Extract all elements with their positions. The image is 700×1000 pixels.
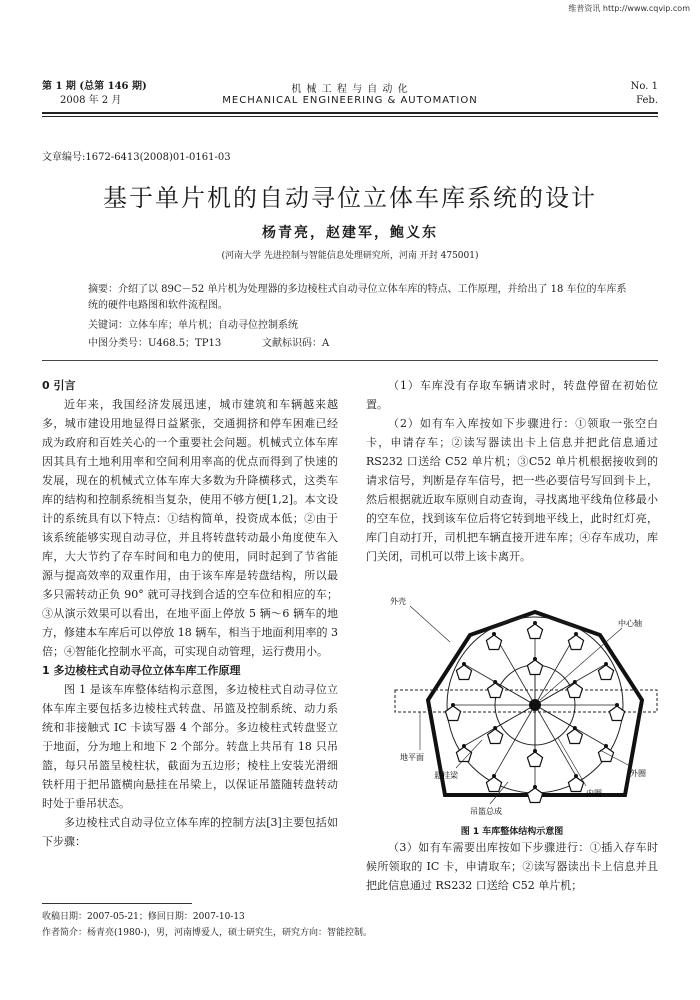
basket-pivot: [493, 726, 497, 730]
basket-pivot: [604, 662, 608, 666]
basket-pivot: [573, 726, 577, 730]
received-date: 收稿日期：2007-05-21；修回日期：2007-10-13: [42, 912, 245, 922]
date-cn: 2008 年 2 月: [60, 95, 122, 106]
basket: [527, 788, 542, 803]
step-2-paragraph: （2）如有车入库按如下步骤进行：①领取一张空白卡，申请存车；②读写器读出卡上信息并把此信息通过 RS232 口送给 C52 单片机；③C52 单片机根据接收到的请求信号，判断是存车信号，把一些必要信号写回到卡上，然后根据就近取车原则自动查询，寻找离地平线角位移最小的空车位，找到该车位后将它转到地平线上，此时红灯亮，库门自动打开，司机把车辆直接开进车库；④存车成功，库门关闭，司机可以带上该卡离开。: [366, 417, 658, 563]
paper-title: 基于单片机的自动寻位立体车库系统的设计: [103, 184, 597, 212]
intro-paragraph: 近年来，我国经济发展迅速，城市建筑和车辆越来越多，城市建设用地显得日益紧张，交通拥挤和停车困难已经成为政府和百姓关心的一个重要社会问题。机械式立体车库因其具有土地利用率和空间利用率高的优点而得到了快速的发展，现在的机械式立体车库大多数为升降横移式，这类车库的结构和控制系统相当复杂，使用不够方便[1,2]。本文设计的系统具有以下特点：①结构简单，投资成本低；②由于该系统能够实现自动寻位，并且将转盘转动最小角度使车入库，大大节约了存车时间和电力的使用，同时起到了节省能源与提高效率的双重作用，由于该车库是转盘结构，所以最多只需转动正负 90° 就可寻找到合适的空车位和相应的车；③从演示效果可以看出，在地平面上停放 5 辆～6 辆车的地方，修建本车库后可以停放 18 辆车，相当于地面利用率的 3 倍；④智能化控制水平高，可实现自动管理，运行费用小。: [42, 398, 338, 658]
document-code: 文献标识码：A: [262, 338, 330, 349]
basket-pivot: [462, 662, 466, 666]
basket-pivot: [604, 744, 608, 748]
label-ground: 地平面: [400, 753, 424, 762]
figure-garage-structure: [390, 590, 660, 820]
author-bio: 作者简介：杨青亮(1980-)，男，河南博爱人，硕士研究生，研究方向：智能控制。: [42, 928, 372, 938]
basket-pivot: [492, 632, 496, 636]
basket-pivot: [533, 657, 537, 661]
right-column-bottom: [366, 838, 658, 895]
basket: [486, 635, 501, 650]
classification: 中图分类号：U468.5；TP13: [88, 338, 222, 349]
basket: [568, 635, 583, 650]
journal-en: MECHANICAL ENGINEERING & AUTOMATION: [222, 95, 478, 106]
header-rule: [42, 112, 658, 114]
leader-outer-shell: [410, 606, 450, 642]
label-center-axis: 中心轴: [618, 619, 642, 628]
right-column-top: [366, 376, 658, 566]
label-outer-shell: 外壳: [390, 597, 406, 606]
basket: [527, 660, 542, 675]
watermark: 维普资讯 http://www.cqvip.com: [568, 4, 690, 13]
header-rule-thin: [42, 116, 658, 117]
issue-info-en: [631, 80, 658, 108]
article-number: 文章编号:1672-6413(2008)01-0161-03: [42, 152, 231, 163]
authors: 杨青亮，赵建军，鲍义东: [262, 225, 438, 241]
basket: [568, 777, 583, 792]
affiliation: (河南大学 先进控制与智能信息处理研究所，河南 开封 475001): [221, 251, 479, 261]
issue-en: No. 1: [630, 81, 658, 92]
issue-cn: 第 1 期 (总第 146 期): [42, 81, 147, 92]
basket-pivot: [615, 703, 619, 707]
keywords: 关键词：立体车库；单片机；自动寻位控制系统: [88, 320, 298, 331]
label-outer-ring: 外圈: [630, 769, 646, 778]
basket-pivot: [533, 749, 537, 753]
basket-pivot: [451, 703, 455, 707]
basket-pivot: [493, 680, 497, 684]
basket: [527, 752, 542, 767]
step-1-paragraph: （1）车库没有存取车辆请求时，转盘停留在初始位置。: [366, 379, 658, 411]
figure-caption: 图 1 车库整体结构示意图: [460, 827, 564, 837]
center-axis: [529, 699, 541, 711]
footnote-rule: [42, 903, 192, 904]
principle-paragraph: 图 1 是该车库整体结构示意图，多边棱柱式自动寻位立体车库主要包括多边棱柱式转盘、吊篮及控制系统、动力系统和非接触式 IC 卡读写器 4 个部分。多边棱柱式转盘竖立于地面，分为地上和地下 2 个部分。转盘上共吊有 18 只吊篮，每只吊篮呈棱柱状，截面为五边形；棱柱上安装光滑细铁杆用于把吊篮横向悬挂在吊梁上，以保证吊篮随转盘转动时处于垂吊状态。: [42, 683, 338, 810]
abstract-rule: [42, 360, 658, 361]
basket-pivot: [462, 744, 466, 748]
basket-pivot: [533, 785, 537, 789]
journal-name: [0, 80, 700, 106]
basket-pivot: [492, 774, 496, 778]
basket-pivot: [533, 621, 537, 625]
leader-inner-ring: [558, 738, 586, 786]
left-column: [42, 376, 338, 851]
basket: [527, 624, 542, 639]
basket-pivot: [574, 774, 578, 778]
spoke: [535, 705, 575, 728]
month-en: Feb.: [636, 95, 658, 106]
abstract: 摘要：介绍了以 89C－52 单片机为处理器的多边棱柱式自动寻位立体车库的特点、工作原理，并给出了 18 车位的车库系统的硬件电路图和软件流程图。: [88, 284, 627, 311]
basket-pivot: [574, 632, 578, 636]
label-basket: 吊篮总成: [470, 807, 502, 816]
journal-cn: 机 械 工 程 与 自 动 化: [291, 84, 409, 95]
label-beam: 悬挂梁: [434, 771, 458, 780]
spoke: [495, 705, 535, 728]
section-heading-intro: 0 引言: [42, 379, 76, 392]
basket: [486, 777, 501, 792]
basket-pivot: [573, 680, 577, 684]
label-inner-ring: 内圈: [586, 789, 602, 798]
basket: [609, 706, 624, 721]
basket: [445, 706, 460, 721]
control-method-paragraph: 多边棱柱式自动寻位立体车库的控制方法[3]主要包括如下步骤：: [42, 816, 338, 848]
step-3-paragraph: （3）如有车需要出库按如下步骤进行：①插入存车时候所领取的 IC 卡，申请取车；②读写器读出卡上信息并且把此信息通过 RS232 口送给 C52 单片机；: [366, 841, 658, 892]
section-heading-principle: 1 多边棱柱式自动寻位立体车库工作原理: [42, 664, 241, 677]
